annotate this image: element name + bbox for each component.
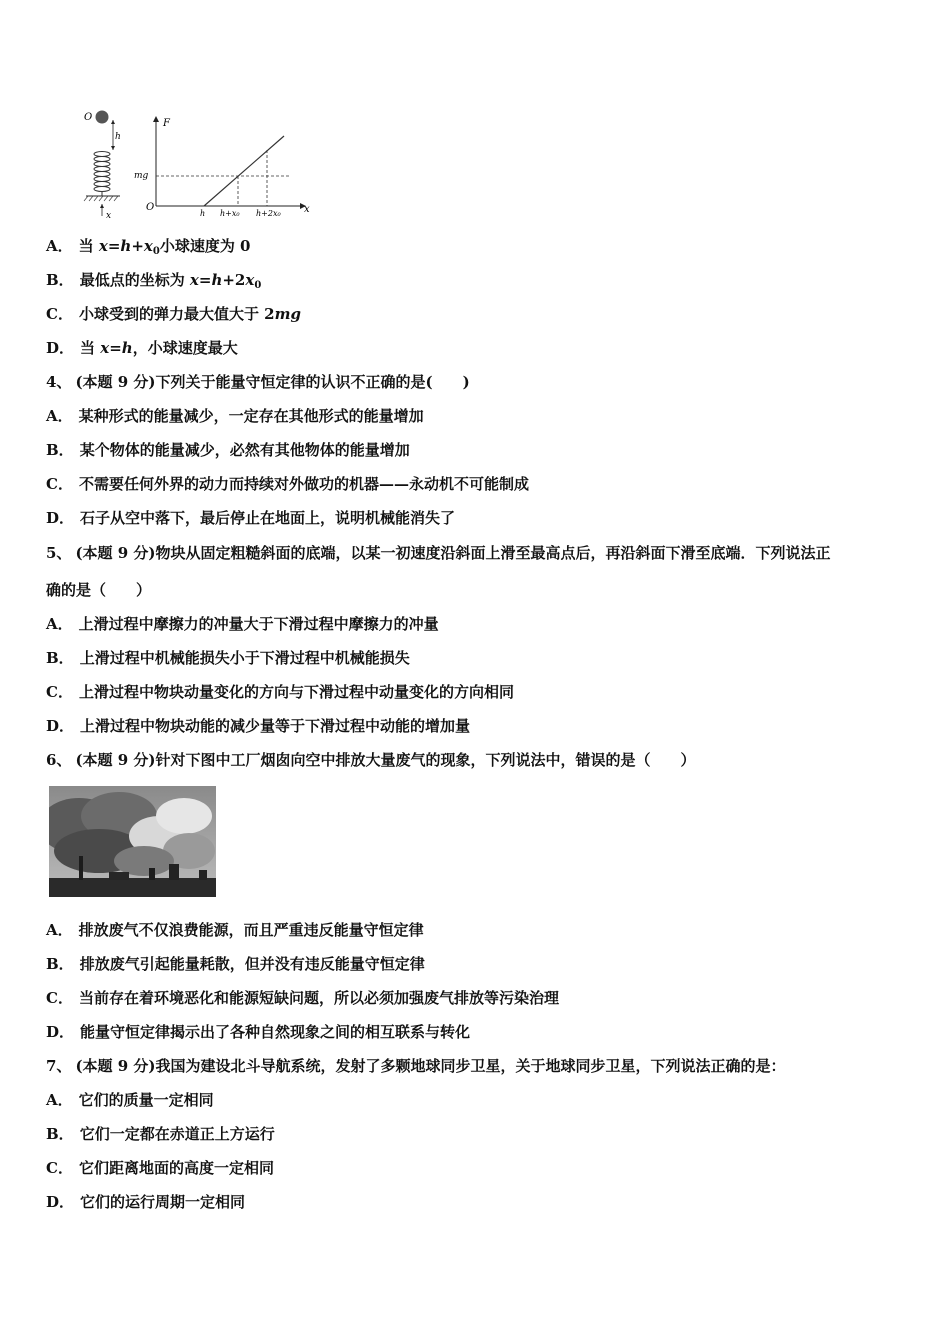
- label-origin: O: [146, 202, 155, 213]
- spring-force-graph-figure: [78, 106, 310, 224]
- q4-option-b: B． 某个物体的能量减少，必然有其他物体的能量增加: [46, 441, 410, 459]
- label-origin-top: O: [84, 112, 93, 123]
- tick-h-x0: h+x₀: [220, 209, 240, 218]
- q3-option-c: C． 小球受到的弹力最大值大于 2mg: [46, 305, 301, 323]
- q3-option-a: A． 当 $x=h+x_0$小球速度为 0: [46, 237, 251, 257]
- q5-option-a: A． 上滑过程中摩擦力的冲量大于下滑过程中摩擦力的冲量: [46, 615, 439, 633]
- q5-option-b: B． 上滑过程中机械能损失小于下滑过程中机械能损失: [46, 649, 410, 667]
- q4-option-a: A． 某种形式的能量减少，一定存在其他形式的能量增加: [46, 407, 424, 425]
- q4-option-c: C． 不需要任何外界的动力而持续对外做功的机器——永动机不可能制成: [46, 475, 529, 493]
- q7-option-b: B． 它们一定都在赤道正上方运行: [46, 1125, 275, 1143]
- q6-option-a: A． 排放废气不仅浪费能源，而且严重违反能量守恒定律: [46, 921, 424, 939]
- q7-stem: 7、 (本题 9 分)我国为建设北斗导航系统，发射了多颗地球同步卫星，关于地球同步卫星，下列说法正确的是：: [46, 1057, 786, 1075]
- q7-option-d: D． 它们的运行周期一定相同: [46, 1193, 246, 1211]
- spring-icon: [94, 152, 110, 197]
- label-mg: mg: [134, 171, 149, 181]
- q6-stem: 6、 (本题 9 分)针对下图中工厂烟囱向空中排放大量废气的现象，下列说法中，错误的是（ ）: [46, 751, 696, 769]
- tick-h: h: [200, 209, 206, 218]
- q7-option-c: C． 它们距离地面的高度一定相同: [46, 1159, 274, 1177]
- q7-option-a: A． 它们的质量一定相同: [46, 1091, 214, 1109]
- q5-option-c: C． 上滑过程中物块动量变化的方向与下滑过程中动量变化的方向相同: [46, 683, 514, 701]
- q5-stem-line2: 确的是（ ）: [46, 581, 152, 599]
- q3-option-d: D． 当 x=h，小球速度最大: [46, 339, 238, 357]
- label-F: F: [163, 118, 170, 129]
- ball-icon: [96, 111, 109, 124]
- q6-option-d: D． 能量守恒定律揭示出了各种自然现象之间的相互联系与转化: [46, 1023, 471, 1041]
- q4-stem: 4、 (本题 9 分)下列关于能量守恒定律的认识不正确的是( ): [46, 373, 470, 391]
- tick-h-2x0: h+2x₀: [256, 209, 281, 218]
- label-x: x: [304, 204, 310, 215]
- factory-smoke-photo: [49, 786, 216, 897]
- force-line: [204, 136, 284, 206]
- q6-option-c: C． 当前存在着环境恶化和能源短缺问题，所以必须加强废气排放等污染治理: [46, 989, 559, 1007]
- q5-option-d: D． 上滑过程中物块动能的减少量等于下滑过程中动能的增加量: [46, 717, 471, 735]
- q4-option-d: D． 石子从空中落下，最后停止在地面上，说明机械能消失了: [46, 509, 456, 527]
- label-x-small: x: [106, 211, 112, 221]
- q6-option-b: B． 排放废气引起能量耗散，但并没有违反能量守恒定律: [46, 955, 425, 973]
- label-h: h: [115, 132, 121, 142]
- q5-stem-line1: 5、 (本题 9 分)物块从固定粗糙斜面的底端，以某一初速度沿斜面上滑至最高点后，再沿斜面下滑至底端．下列说法正: [46, 544, 831, 562]
- q3-option-b: B． 最低点的坐标为 $x=h+2x_0$: [46, 271, 262, 291]
